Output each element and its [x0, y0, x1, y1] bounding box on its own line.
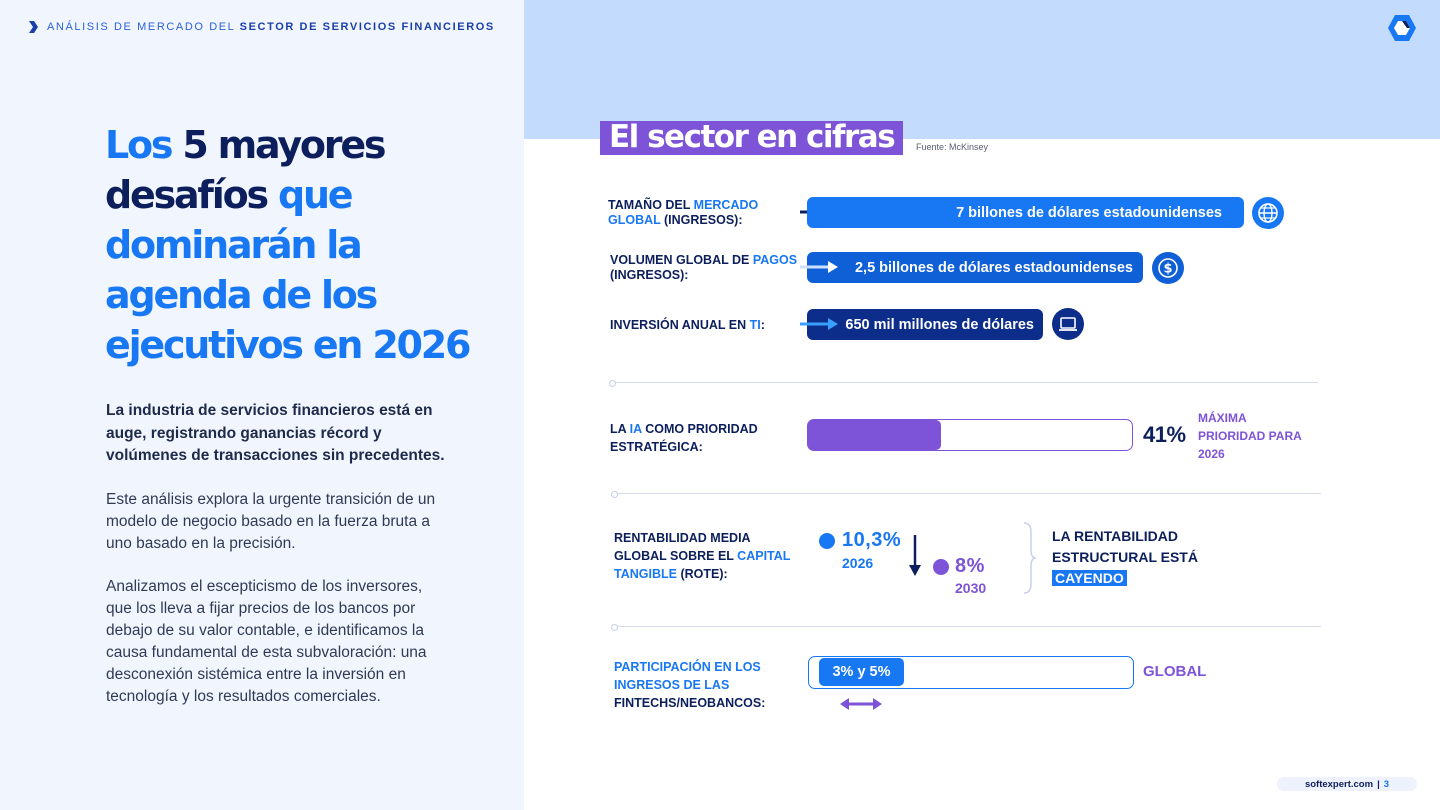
fintech-share-bar	[808, 656, 1134, 689]
header-prefix: ANÁLISIS DE MERCADO DEL	[47, 21, 240, 33]
rote-label-b: CAPITAL TANGIBLE	[614, 549, 791, 581]
title-part-1: Los	[105, 123, 172, 167]
page-number: 3	[1383, 778, 1390, 790]
ai-note: MÁXIMA PRIORIDAD PARA 2026	[1198, 411, 1302, 461]
it-investment-value-bar	[807, 309, 1043, 340]
ai-label-b: IA	[629, 422, 642, 436]
rote-message	[1052, 526, 1202, 589]
footer-site: softexpert.com	[1304, 778, 1374, 790]
it-label-c: :	[760, 318, 765, 332]
payments-value-bar	[807, 252, 1143, 283]
market-size-label	[608, 198, 798, 228]
it-label-b: TI	[749, 318, 761, 332]
payments-label-a: VOLUMEN GLOBAL DE	[610, 253, 753, 267]
fintech-label	[614, 658, 794, 712]
fintech-scope: GLOBAL	[1143, 663, 1207, 680]
rote-label-c: (ROTE):	[676, 567, 728, 581]
footer-separator: |	[1377, 778, 1380, 790]
ai-label-a: LA	[610, 422, 630, 436]
payments-label	[610, 253, 800, 283]
intro-text: La industria de servicios financieros está en auge, registrando ganancias récord y volúmenes de transacciones sin precedentes.	[106, 402, 445, 464]
section-title: El sector en cifras	[600, 121, 903, 155]
divider	[611, 382, 1318, 383]
title-part-2: 5 mayores desafíos	[105, 123, 385, 217]
ai-priority-fill	[808, 420, 941, 450]
market-size-value-bar	[807, 197, 1244, 228]
arrow-right-icon	[800, 317, 840, 331]
softexpert-logo-icon	[1387, 14, 1417, 42]
it-investment-value: 650 mil millones de dólares	[845, 316, 1034, 333]
svg-text:$: $	[1163, 261, 1173, 277]
chevron-right-icon	[28, 21, 38, 33]
paragraph-1: Este análisis explora la urgente transición de un modelo de negocio basado en la fuerza bruta a uno basado en la precisión.	[106, 491, 436, 552]
globe-icon	[1252, 197, 1284, 229]
rote-2026-value: 10,3%	[842, 529, 902, 551]
arrow-right-icon	[800, 260, 840, 274]
ai-priority-label	[610, 420, 780, 456]
laptop-icon	[1052, 308, 1084, 340]
header-text	[47, 21, 495, 33]
rote-2026-year: 2026	[842, 555, 874, 571]
page-title	[105, 120, 515, 370]
it-label-a: INVERSIÓN ANUAL EN	[610, 318, 750, 332]
fintech-share-value: 3% y 5%	[832, 664, 891, 680]
market-label-b: MERCADO GLOBAL	[608, 198, 759, 227]
fintech-share-fill	[819, 658, 904, 686]
fintech-label-a: PARTICIPACIÓN EN LOS INGRESOS DE LAS	[614, 660, 761, 692]
source-note: Fuente: McKinsey	[916, 142, 989, 152]
rote-2030-value: 8%	[955, 555, 985, 577]
dollar-icon	[1152, 252, 1184, 284]
market-label-a: TAMAÑO DEL	[608, 198, 694, 212]
rote-label	[614, 529, 799, 583]
divider	[613, 493, 1321, 494]
it-investment-label	[610, 318, 800, 333]
arrow-down-icon	[907, 535, 923, 577]
ai-label-c: COMO PRIORIDAD ESTRATÉGICA:	[610, 422, 758, 454]
market-label-c: (INGRESOS):	[660, 213, 743, 227]
market-size-value: 7 billones de dólares estadounidenses	[956, 204, 1222, 221]
rote-2026-dot	[819, 533, 835, 549]
rote-label-a: RENTABILIDAD MEDIA GLOBAL SOBRE EL	[614, 531, 751, 563]
ai-priority-bar	[807, 419, 1133, 451]
fintech-label-b: FINTECHS/NEOBANCOS:	[614, 696, 766, 710]
rote-2030-dot	[933, 559, 949, 575]
double-arrow-icon	[840, 697, 882, 711]
brace-icon	[1022, 522, 1038, 594]
payments-value: 2,5 billones de dólares estadounidenses	[854, 259, 1133, 276]
divider	[613, 626, 1321, 627]
payments-label-b: PAGOS	[752, 253, 798, 267]
document-header	[28, 21, 495, 33]
ai-percent: 41%	[1143, 422, 1186, 447]
rote-2030-year: 2030	[955, 580, 987, 596]
payments-label-c: (INGRESOS):	[610, 268, 689, 282]
footer	[1277, 777, 1417, 791]
header-emphasis: SECTOR DE SERVICIOS FINANCIEROS	[239, 21, 495, 33]
paragraph-2: Analizamos el escepticismo de los inversores, que los lleva a fijar precios de los bancos por debajo de su valor contable, e identificamos la causa fundamental de esta subvaloración: una desconexión sistémica entre la inversión en tecnología y los resultados comerciales.	[106, 578, 427, 705]
falling-tag: CAYENDO	[1052, 570, 1127, 586]
title-part-3: que dominarán la agenda de los ejecutivos en 2026	[105, 173, 470, 367]
rote-message-text: LA RENTABILIDAD ESTRUCTURAL ESTÁ	[1052, 528, 1198, 565]
